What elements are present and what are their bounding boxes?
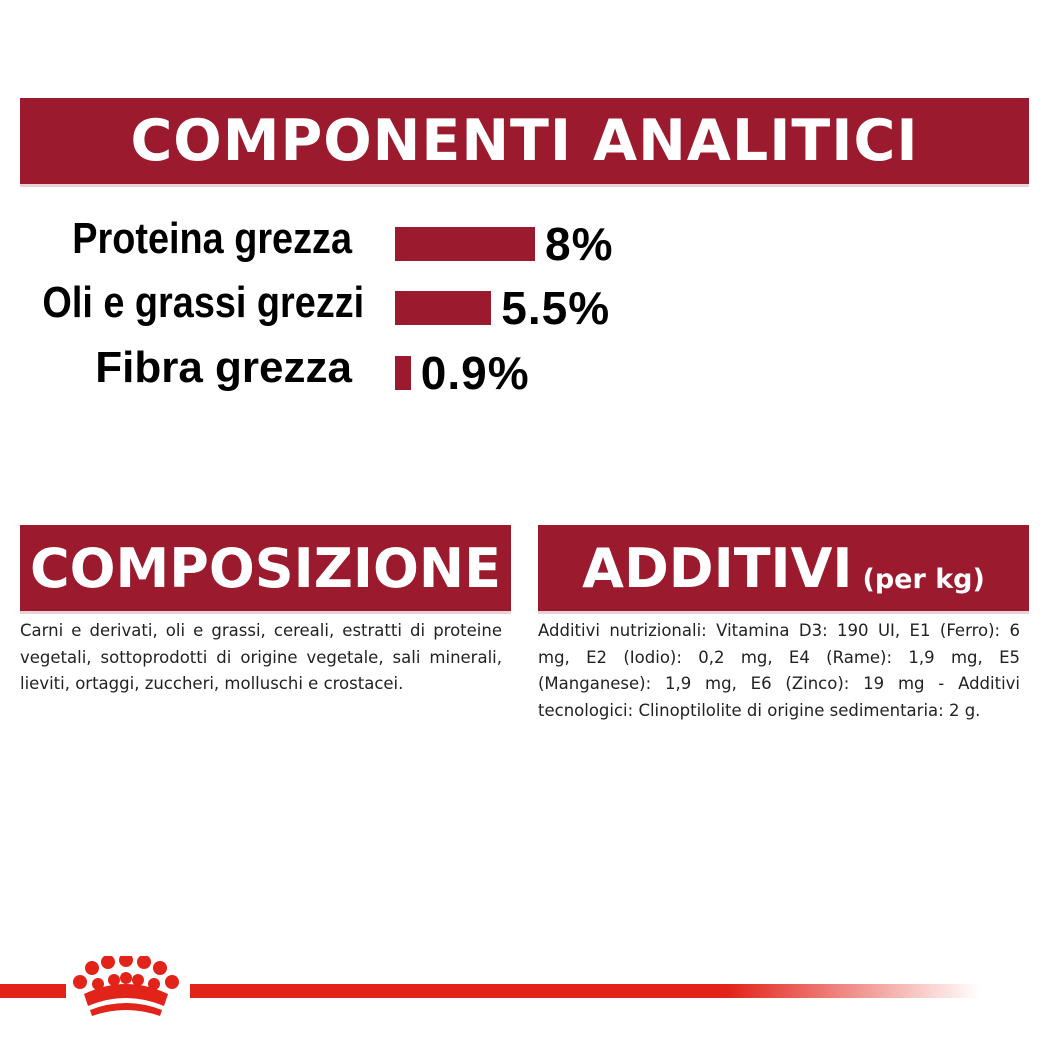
analytic-bar (395, 227, 535, 261)
composition-banner (20, 525, 511, 611)
additives-text: Additivi nutrizionali: Vitamina D3: 190 UI, E1 (Ferro): 6 mg, E2 (Iodio): 0,2 mg, E4 (Rame): 1,9 mg, E5 (Manganese): 1,9 mg, E6 (Zinco): 19 mg - Additivi tecnologici: Clinoptilolite di origine sedimentaria: 2 g. (538, 621, 1020, 720)
analytic-row-label: Oli e grassi grezzi (42, 278, 365, 327)
composition-text: Carni e derivati, oli e grassi, cereali, estratti di proteine vegetali, sottoprodotti di origine vegetale, sali minerali, lieviti, ortaggi, zuccheri, molluschi e crostacei. (20, 621, 502, 693)
additives-title: ADDITIVI (582, 536, 853, 600)
additives-banner (538, 525, 1029, 611)
additives-subtitle: (per kg) (862, 563, 985, 595)
analytic-row-value: 8% (545, 218, 614, 270)
analytic-bar (395, 291, 491, 325)
analytic-title: COMPONENTI ANALITICI (130, 108, 919, 174)
footer-line-left (0, 984, 66, 998)
analytic-row-label: Proteina grezza (72, 214, 353, 263)
composition-title: COMPOSIZIONE (30, 536, 501, 600)
royal-canin-crown-icon (70, 956, 188, 1022)
analytic-row-value: 5.5% (501, 282, 611, 334)
analytic-row-value: 0.9% (420, 347, 530, 399)
analytic-banner (20, 98, 1029, 184)
analytic-bar (395, 356, 411, 390)
footer-line-right (190, 984, 980, 998)
analytic-row-label: Fibra grezza (95, 343, 352, 392)
